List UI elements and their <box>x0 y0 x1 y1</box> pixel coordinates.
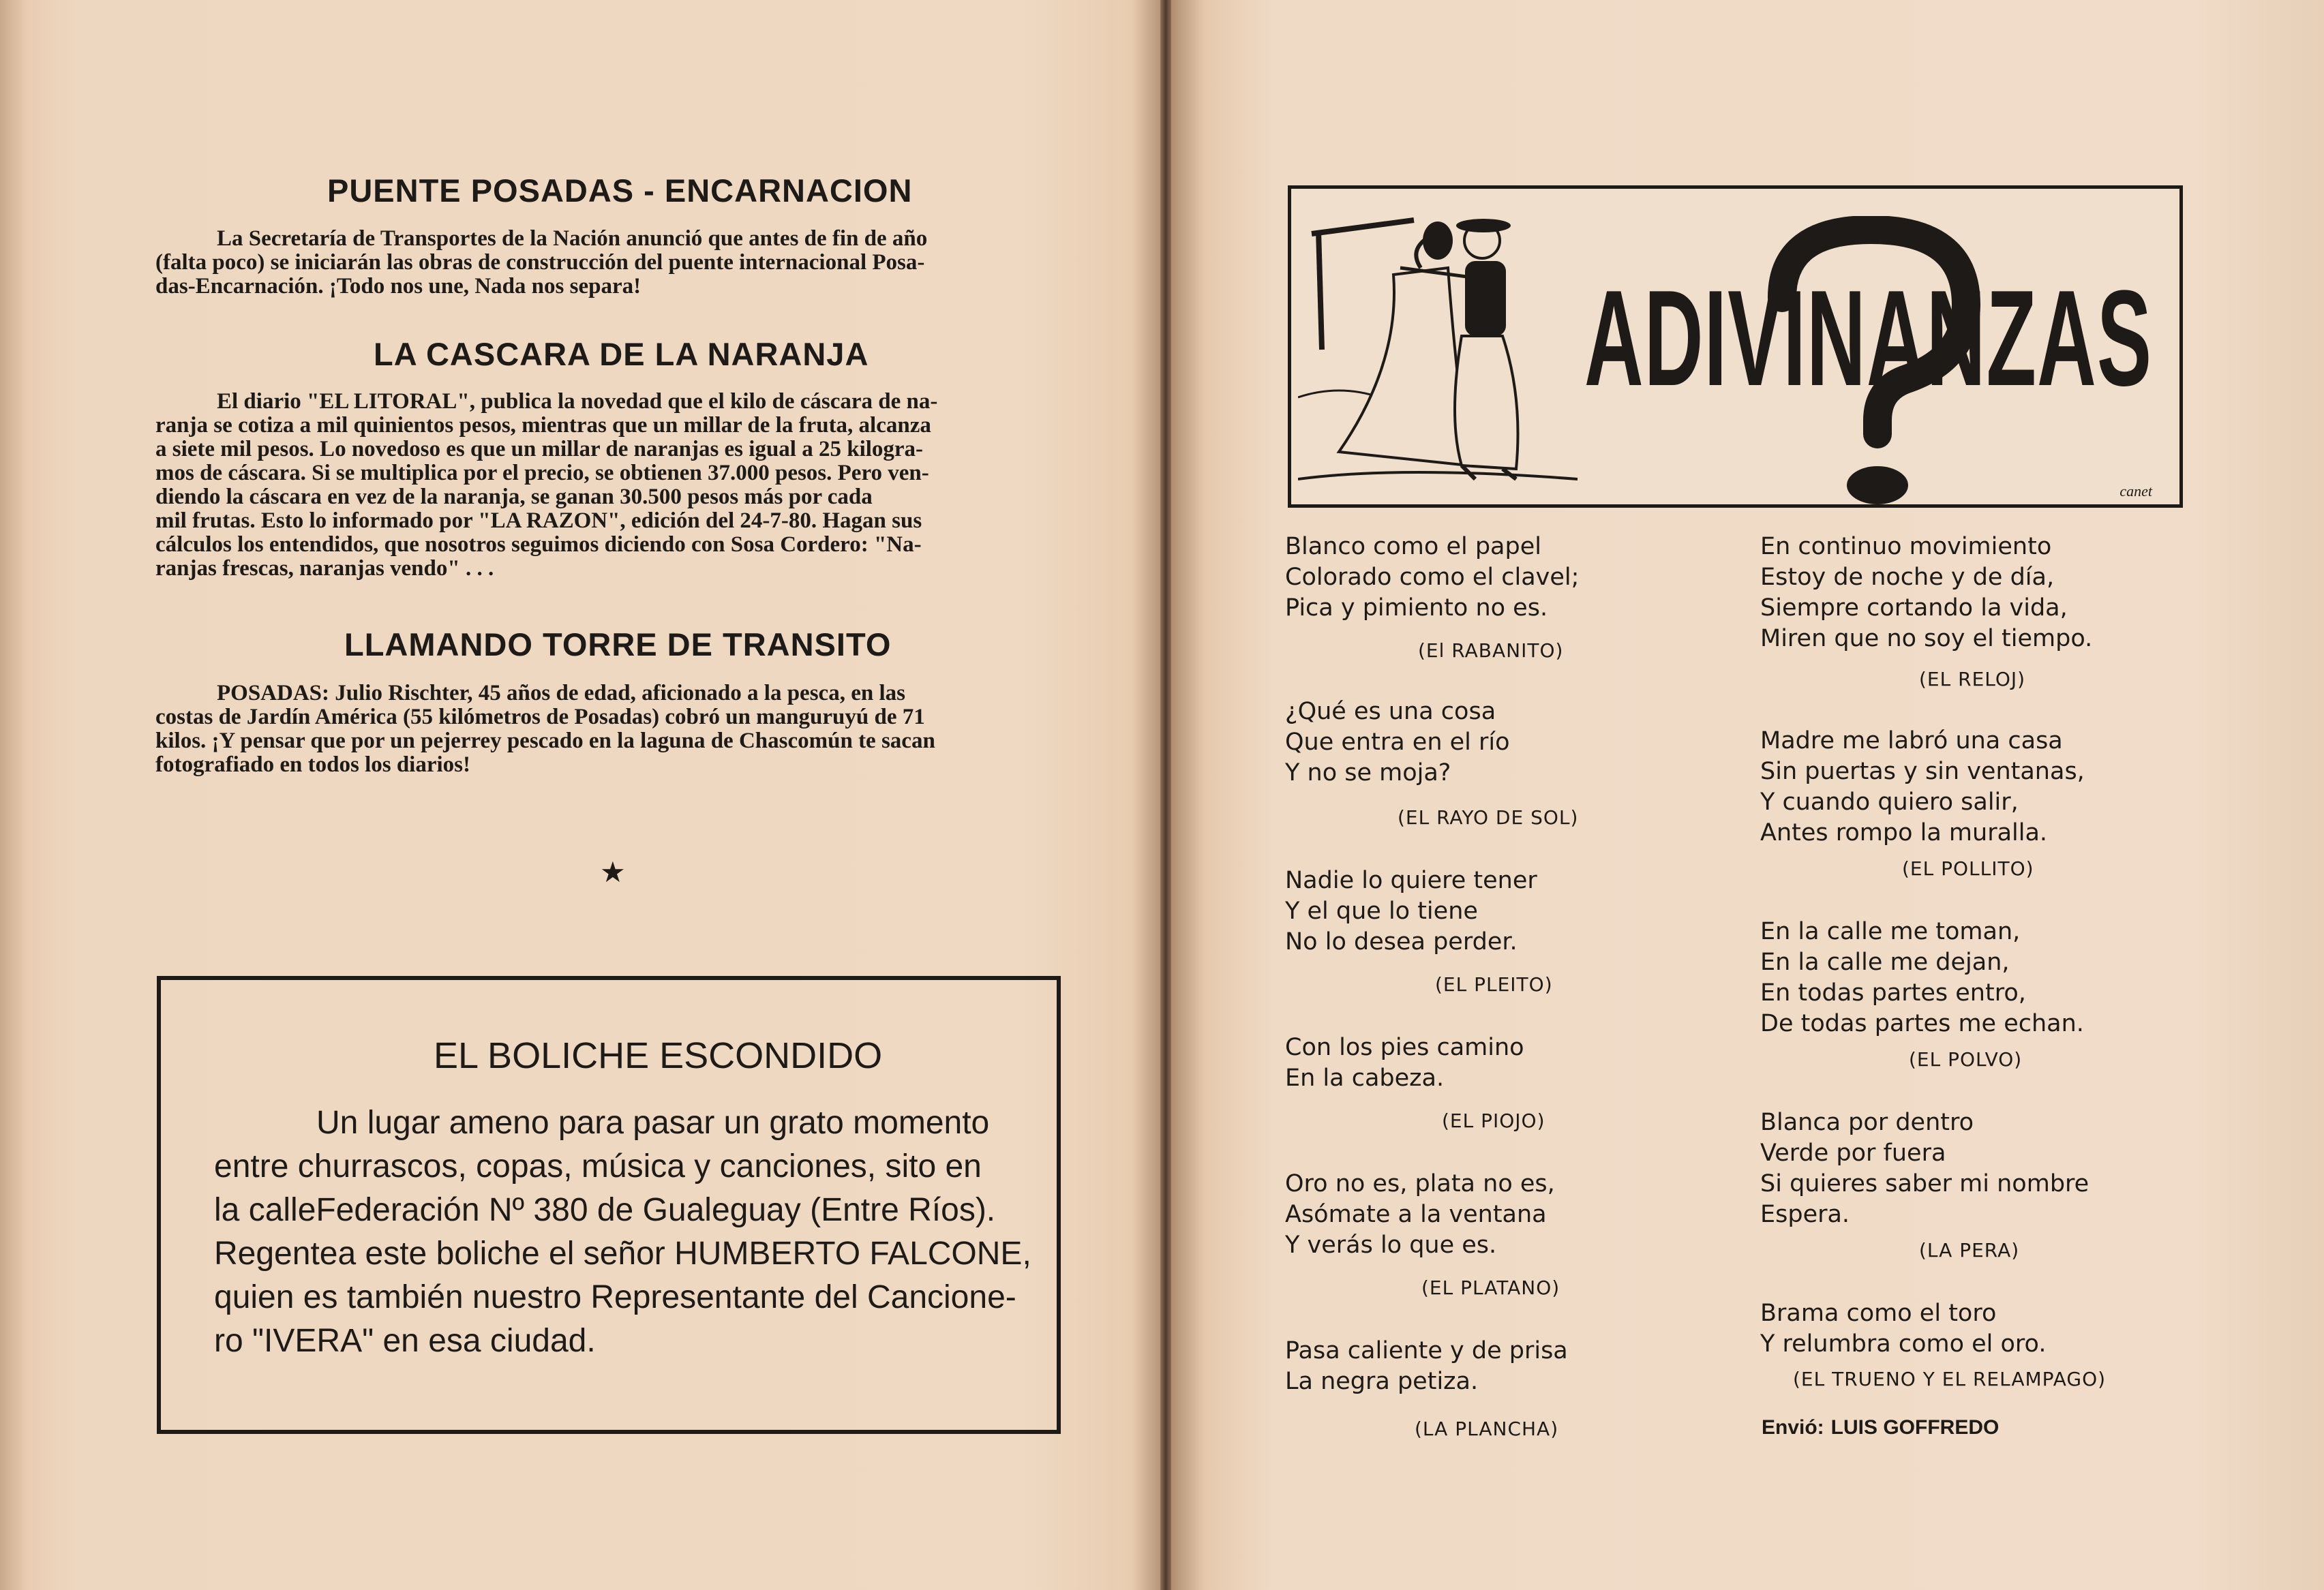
riddle-line: Blanca por dentro <box>1760 1109 1974 1136</box>
riddle <box>1760 532 2092 654</box>
article-title-torre: LLAMANDO TORRE DE TRANSITO <box>344 626 892 662</box>
text-line: El diario "EL LITORAL", publica la novedad que el kilo de cáscara de na- <box>217 389 938 414</box>
text-line: la calleFederación Nº 380 de Gualeguay (Entre Ríos). <box>214 1192 996 1228</box>
riddle-line: Blanco como el papel <box>1285 533 1541 560</box>
riddle-line: Y relumbra como el oro. <box>1760 1330 2047 1358</box>
riddle-line: ¿Qué es una cosa <box>1285 698 1496 725</box>
riddle-answer: (EL PLEITO) <box>1435 973 1553 996</box>
riddle <box>1760 917 2084 1039</box>
artist-signature: canet <box>2119 483 2152 500</box>
text-line: cálculos los entendidos, que nosotros seguimos diciendo con Sosa Cordero: "Na- <box>155 532 922 557</box>
article-body-torre <box>155 682 1062 777</box>
riddle-line: En todas partes entro, <box>1760 979 2026 1007</box>
riddle-line: Y verás lo que es. <box>1285 1232 1497 1259</box>
riddle <box>1285 866 1537 958</box>
boliche-ad-box <box>157 976 1061 1434</box>
riddle <box>1760 726 2085 848</box>
text-line: ranjas frescas, naranjas vendo" . . . <box>155 556 494 581</box>
riddle-answer: (EL RELOJ) <box>1919 668 2026 690</box>
text-line: entre churrascos, copas, música y canciones, sito en <box>214 1148 982 1184</box>
riddle-line: Brama como el toro <box>1760 1300 1997 1327</box>
text-line: ranja se cotiza a mil quinientos pesos, mientras que un millar de la fruta, alcanza <box>155 413 931 438</box>
text-line: mil frutas. Esto lo informado por "LA RAZON", edición del 24-7-80. Hagan sus <box>155 508 922 533</box>
book-spine <box>1160 0 1171 1590</box>
riddle-line: Estoy de noche y de día, <box>1760 564 2055 591</box>
riddle-line: Miren que no soy el tiempo. <box>1760 625 2093 652</box>
article-title-cascara: LA CASCARA DE LA NARANJA <box>374 336 869 372</box>
text-line: mos de cáscara. Si se multiplica por el precio, se obtienen 37.000 pesos. Pero ven- <box>155 461 929 485</box>
riddle-line: Espera. <box>1760 1201 1850 1228</box>
riddle <box>1285 1033 1524 1094</box>
riddle-line: De todas partes me echan. <box>1760 1010 2084 1037</box>
text-line: a siete mil pesos. Lo novedoso es que un millar de naranjas es igual a 25 kilogra- <box>155 437 924 461</box>
riddle-answer: (EL PIOJO) <box>1442 1110 1545 1132</box>
riddle-answer: (EL RAYO DE SOL) <box>1398 806 1579 829</box>
riddle-line: Si quieres saber mi nombre <box>1760 1170 2089 1197</box>
text-line: (falta poco) se iniciarán las obras de construcción del puente internacional Posa- <box>155 250 925 275</box>
left-page <box>0 0 1160 1590</box>
riddle-answer: (LA PLANCHA) <box>1415 1418 1559 1440</box>
riddle-line: Asómate a la ventana <box>1285 1201 1547 1228</box>
sender-label: Envió: <box>1762 1416 1824 1439</box>
text-line: Un lugar ameno para pasar un grato momento <box>316 1105 990 1141</box>
riddle-answer: (LA PERA) <box>1919 1239 2020 1262</box>
riddle-line: Madre me labró una casa <box>1760 727 2063 754</box>
riddle-line: En continuo movimiento <box>1760 533 2052 560</box>
text-line: fotografiado en todos los diarios! <box>155 752 470 777</box>
boliche-title: EL BOLICHE ESCONDIDO <box>434 1035 883 1076</box>
riddle <box>1285 1169 1555 1261</box>
dancing-couple-illustration <box>1298 193 1584 500</box>
riddle <box>1760 1298 2046 1360</box>
text-line: costas de Jardín América (55 kilómetros de Posadas) cobró un manguruyú de 71 <box>155 705 925 729</box>
riddle-line: No lo desea perder. <box>1285 928 1518 955</box>
riddle-line: Siempre cortando la vida, <box>1760 594 2068 622</box>
text-line: Regentea este boliche el señor HUMBERTO FALCONE, <box>214 1236 1031 1272</box>
riddle-line: Sin puertas y sin ventanas, <box>1760 758 2085 785</box>
riddle-line: Y cuando quiero salir, <box>1760 789 2019 816</box>
text-line: ro "IVERA" en esa ciudad. <box>214 1323 596 1359</box>
banner-title: ADIVINANZAS <box>1584 262 2153 414</box>
riddle-line: La negra petiza. <box>1285 1368 1479 1395</box>
text-line: kilos. ¡Y pensar que por un pejerrey pescado en la laguna de Chascomún te sacan <box>155 729 935 753</box>
riddle-line: Y no se moja? <box>1285 759 1451 786</box>
text-line: diendo la cáscara en vez de la naranja, se ganan 30.500 pesos más por cada <box>155 485 873 509</box>
riddle <box>1760 1107 2089 1230</box>
riddle-line: Oro no es, plata no es, <box>1285 1170 1555 1197</box>
riddle-answer: (El RABANITO) <box>1418 639 1564 662</box>
adivinanzas-banner <box>1288 185 2183 508</box>
riddle-answer: (EL TRUENO Y EL RELAMPAGO) <box>1793 1368 2107 1390</box>
riddle <box>1285 697 1510 789</box>
riddle-answer: (EL POLVO) <box>1909 1048 2023 1071</box>
text-line: POSADAS: Julio Rischter, 45 años de edad, aficionado a la pesca, en las <box>217 681 905 705</box>
text-line: das-Encarnación. ¡Todo nos une, Nada nos separa! <box>155 274 642 299</box>
riddle-line: Pica y pimiento no es. <box>1285 594 1548 622</box>
riddle <box>1285 1336 1568 1397</box>
riddle-line: Verde por fuera <box>1760 1140 1946 1167</box>
article-body-cascara <box>155 390 1062 581</box>
riddle-line: Con los pies camino <box>1285 1034 1524 1061</box>
riddle-line: En la calle me dejan, <box>1760 949 2010 976</box>
riddle <box>1285 532 1579 624</box>
article-title-puente: PUENTE POSADAS - ENCARNACION <box>327 172 913 209</box>
riddle-answer: (EL POLLITO) <box>1902 857 2034 880</box>
riddle-line: Que entra en el río <box>1285 729 1510 756</box>
text-line: quien es también nuestro Representante del Cancione- <box>214 1279 1016 1315</box>
text-line: La Secretaría de Transportes de la Nación anunció que antes de fin de año <box>217 226 928 251</box>
riddle-line: Nadie lo quiere tener <box>1285 867 1537 894</box>
article-body-puente <box>155 227 1062 299</box>
riddle-line: Pasa caliente y de prisa <box>1285 1337 1568 1364</box>
riddle-answer: (EL PLATANO) <box>1421 1276 1560 1299</box>
riddle-line: En la cabeza. <box>1285 1065 1445 1092</box>
separator-star-icon: ★ <box>600 857 626 889</box>
riddle-line: Colorado como el clavel; <box>1285 564 1580 591</box>
boliche-body <box>214 1101 1031 1363</box>
sender-name: LUIS GOFFREDO <box>1830 1416 1999 1439</box>
riddle-line: Antes rompo la muralla. <box>1760 819 2048 846</box>
riddle-line: Y el que lo tiene <box>1285 898 1478 925</box>
sender-credit <box>1762 1416 1999 1439</box>
riddle-line: En la calle me toman, <box>1760 918 2021 945</box>
